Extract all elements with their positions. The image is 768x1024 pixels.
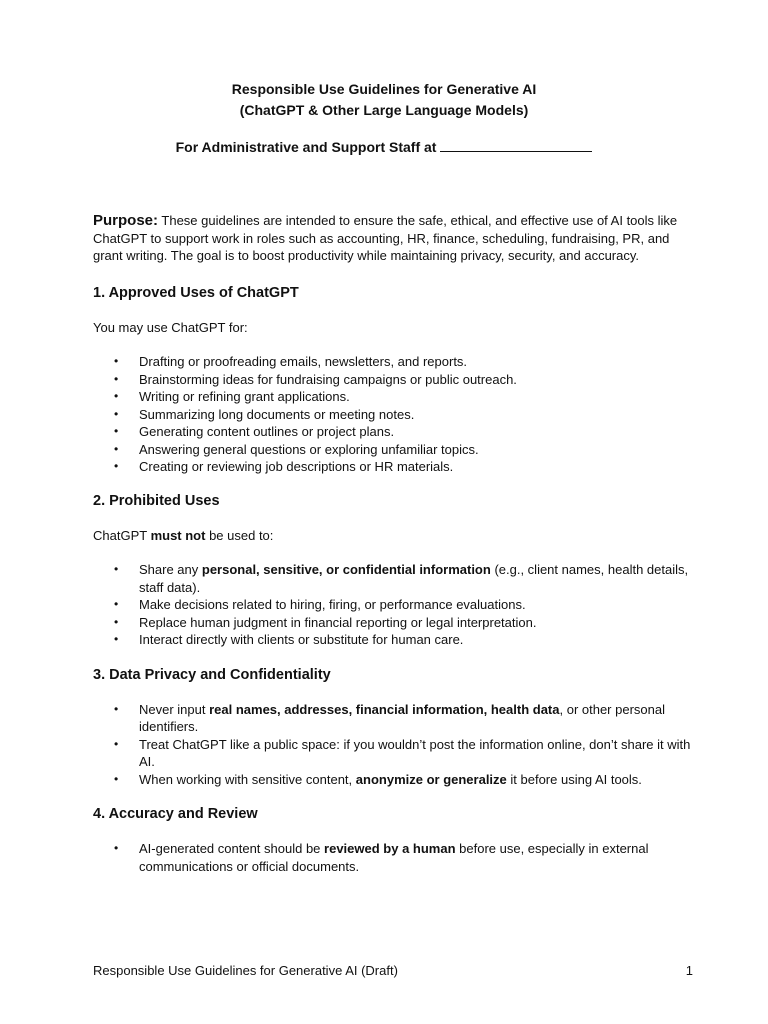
organization-blank xyxy=(440,138,592,152)
list-item: • When working with sensitive content, anonymize or generalize it before using AI tools. xyxy=(114,771,642,787)
list-item: • Interact directly with clients or substitute for human care. xyxy=(114,632,464,647)
list-item: • Creating or reviewing job descriptions or HR materials. xyxy=(114,459,454,474)
bullet-icon: • xyxy=(114,771,119,786)
bullet-icon: • xyxy=(114,632,119,646)
list-item: • Answering general questions or exploring unfamiliar topics. xyxy=(114,441,479,457)
purpose-paragraph xyxy=(93,212,698,265)
accuracy-list xyxy=(93,840,698,875)
audience-text: For Administrative and Support Staff at xyxy=(175,139,437,155)
page-number: 1 xyxy=(685,963,693,978)
list-item: • AI-generated content should be reviewed by a human before use, especially in external communications or official documents. xyxy=(114,841,649,874)
approved-list xyxy=(93,353,698,476)
bullet-icon: • xyxy=(114,614,119,629)
list-item: • Share any personal, sensitive, or confidential information (e.g., client names, health details, staff data). xyxy=(114,562,689,595)
bullet-icon: • xyxy=(114,597,119,611)
bullet-icon: • xyxy=(114,459,119,473)
list-item: • Make decisions related to hiring, firing, or performance evaluations. xyxy=(114,597,526,612)
section-heading-accuracy: 4. Accuracy and Review xyxy=(93,806,258,822)
bullet-icon: • xyxy=(114,389,119,403)
list-item: • Treat ChatGPT like a public space: if you wouldn’t post the information online, don’t share it with AI. xyxy=(114,736,691,769)
section-heading-approved: 1. Approved Uses of ChatGPT xyxy=(93,284,299,301)
list-item: • Drafting or proofreading emails, newsletters, and reports. xyxy=(114,354,468,369)
bullet-icon: • xyxy=(114,371,119,386)
purpose-label: Purpose: xyxy=(93,212,159,229)
purpose-text: These guidelines are intended to ensure the safe, ethical, and effective use of AI tools like ChatGPT to support work in roles such as accounting, HR, finance, scheduling, fundraising, PR, and grant writing. The goal is to boost productivity while maintaining privacy, security, and accuracy. xyxy=(93,213,678,263)
privacy-list xyxy=(93,701,698,789)
document-body xyxy=(93,212,698,875)
bullet-icon: • xyxy=(114,424,119,438)
section-heading-privacy: 3. Data Privacy and Confidentiality xyxy=(93,666,331,683)
list-item: • Brainstorming ideas for fundraising campaigns or public outreach. xyxy=(114,371,517,387)
prohibited-list xyxy=(93,561,698,649)
list-item: • Writing or refining grant applications. xyxy=(114,389,350,404)
approved-intro: You may use ChatGPT for: xyxy=(93,319,248,335)
prohibited-intro: ChatGPT must not be used to: xyxy=(93,527,274,543)
bullet-icon: • xyxy=(114,736,119,751)
bullet-icon: • xyxy=(114,841,119,855)
bullet-icon: • xyxy=(114,354,119,368)
list-item: • Never input real names, addresses, financial information, health data, or other personal identifiers. xyxy=(114,701,665,734)
footer-text: Responsible Use Guidelines for Generative AI (Draft) xyxy=(93,963,398,978)
section-heading-prohibited: 2. Prohibited Uses xyxy=(93,492,220,509)
bullet-icon: • xyxy=(114,441,119,456)
document-header xyxy=(0,79,768,158)
audience-line xyxy=(0,137,768,158)
bullet-icon: • xyxy=(114,562,119,576)
document-title: Responsible Use Guidelines for Generative AI xyxy=(231,81,537,97)
list-item: • Summarizing long documents or meeting notes. xyxy=(114,406,415,422)
list-item: • Generating content outlines or project plans. xyxy=(114,424,395,439)
page-footer xyxy=(93,962,693,980)
bullet-icon: • xyxy=(114,701,119,716)
list-item: • Replace human judgment in financial reporting or legal interpretation. xyxy=(114,614,537,630)
document-subtitle: (ChatGPT & Other Large Language Models) xyxy=(239,102,529,118)
bullet-icon: • xyxy=(114,406,119,421)
